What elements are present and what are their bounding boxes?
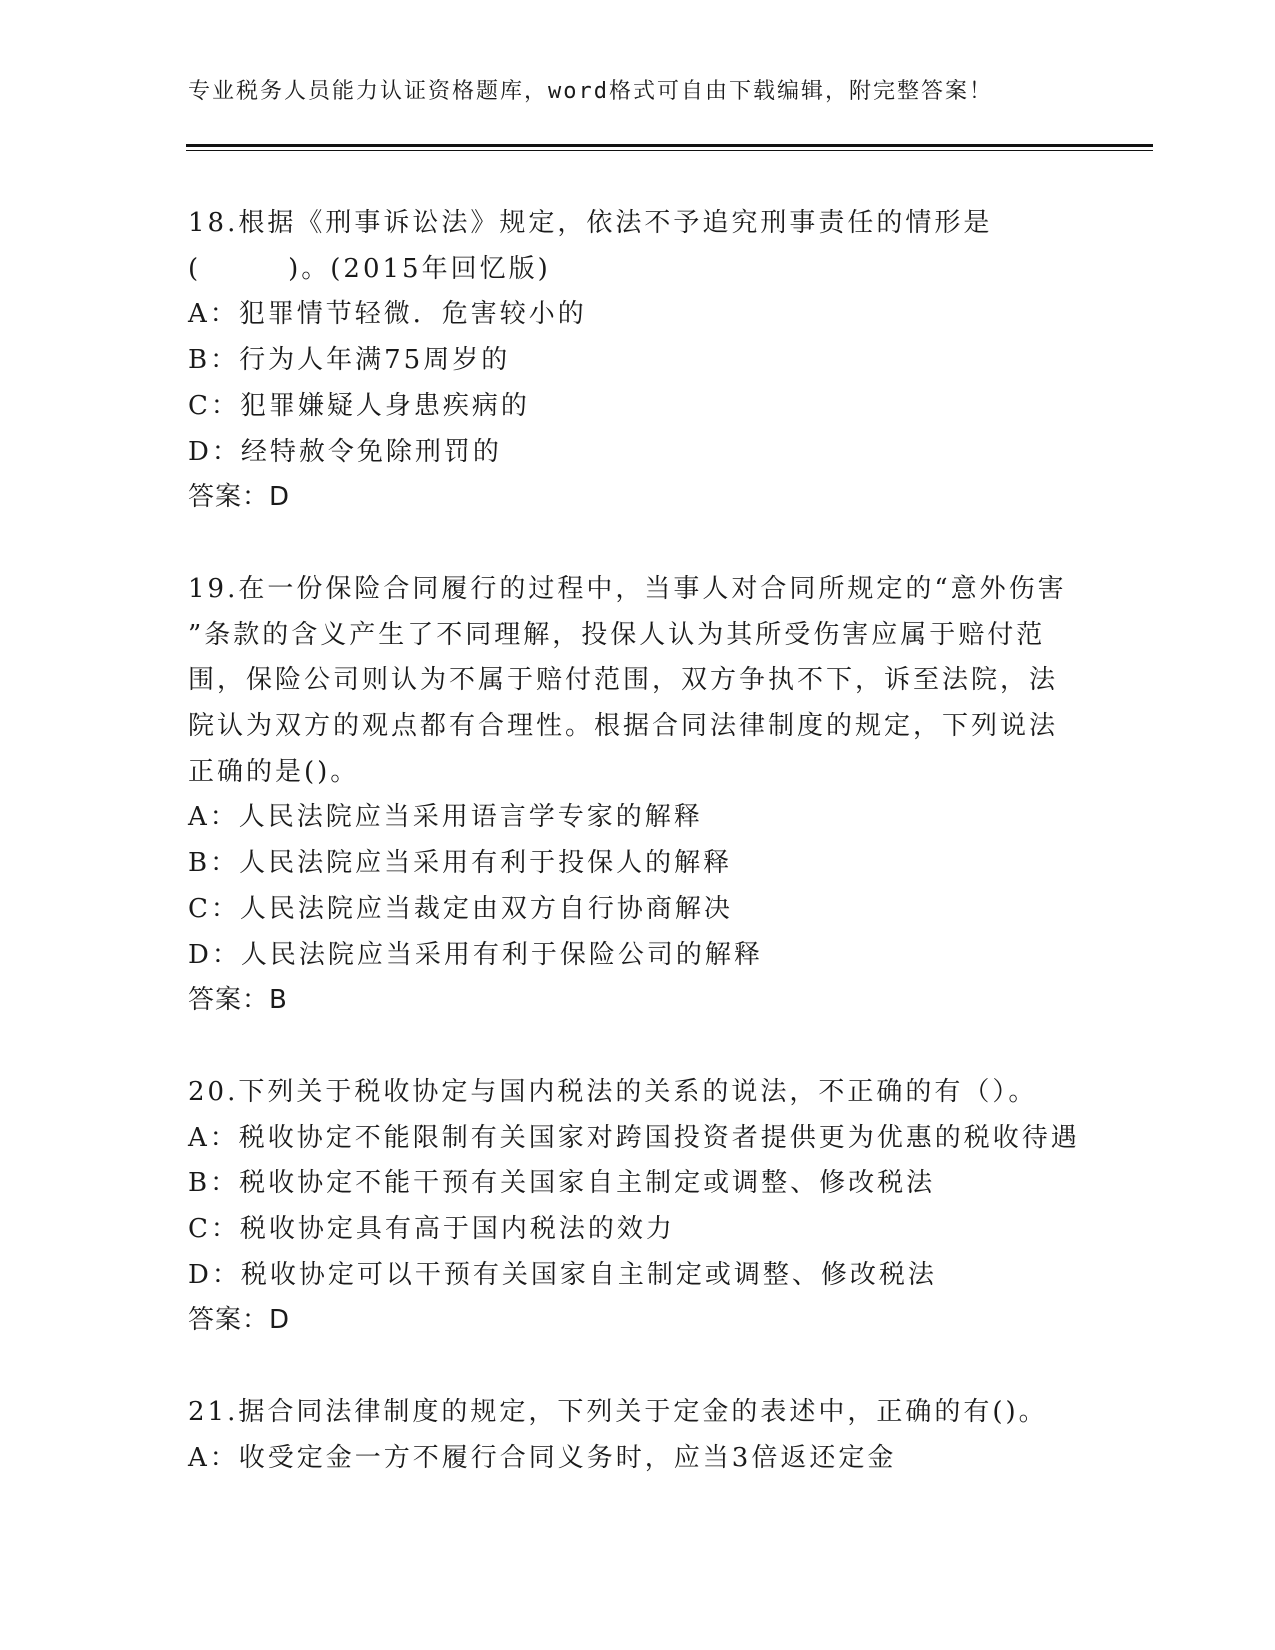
question-stem-line: 20.下列关于税收协定与国内税法的关系的说法，不正确的有（）。: [188, 1076, 1038, 1107]
option-c: C：犯罪嫌疑人身患疾病的: [188, 390, 530, 421]
answer-label: 答案：B: [188, 985, 288, 1016]
header-rule-thick: [186, 144, 1153, 147]
option-b: B：行为人年满75周岁的: [188, 345, 511, 376]
question-stem-line: 围，保险公司则认为不属于赔付范围，双方争执不下，诉至法院，法: [188, 665, 1059, 696]
question-stem-line: 18.根据《刑事诉讼法》规定，依法不予追究刑事责任的情形是: [188, 208, 993, 238]
option-a: A：收受定金一方不履行合同义务时，应当3倍返还定金: [188, 1442, 897, 1473]
question-stem-line: 正确的是()。: [188, 756, 360, 787]
option-c: C：人民法院应当裁定由双方自行协商解决: [188, 893, 733, 924]
option-a: A：人民法院应当采用语言学专家的解释: [188, 802, 703, 833]
question-stem-line: ( )。(2015年回忆版): [188, 253, 551, 284]
question-list: [188, 201, 1088, 1528]
option-b: B：税收协定不能干预有关国家自主制定或调整、修改税法: [188, 1168, 936, 1199]
option-d: D：人民法院应当采用有利于保险公司的解释: [188, 939, 763, 970]
question-stem-line: 19.在一份保险合同履行的过程中，当事人对合同所规定的“意外伤害: [188, 573, 1067, 604]
option-b: B：人民法院应当采用有利于投保人的解释: [188, 848, 733, 879]
option-a: A：税收协定不能限制有关国家对跨国投资者提供更为优惠的税收待遇: [188, 1122, 1080, 1153]
question-stem-line: ”条款的含义产生了不同理解，投保人认为其所受伤害应属于赔付范: [188, 619, 1046, 650]
question-stem-line: 21.据合同法律制度的规定，下列关于定金的表述中，正确的有()。: [188, 1397, 1048, 1428]
header-rule-thin: [186, 150, 1153, 151]
option-d: D：税收协定可以干预有关国家自主制定或调整、修改税法: [188, 1259, 937, 1290]
question-18: [188, 201, 1088, 521]
option-a: A：犯罪情节轻微．危害较小的: [188, 299, 587, 330]
option-c: C：税收协定具有高于国内税法的效力: [188, 1214, 675, 1245]
answer-label: 答案：D: [188, 482, 291, 513]
page-header: 专业税务人员能力认证资格题库，word格式可自由下载编辑，附完整答案！: [188, 79, 993, 104]
question-19: [188, 567, 1088, 1024]
option-d: D：经特赦令免除刑罚的: [188, 436, 502, 467]
question-stem-line: 院认为双方的观点都有合理性。根据合同法律制度的规定，下列说法: [188, 711, 1059, 742]
question-21: [188, 1390, 1088, 1481]
answer-label: 答案：D: [188, 1305, 291, 1336]
question-20: [188, 1070, 1088, 1344]
